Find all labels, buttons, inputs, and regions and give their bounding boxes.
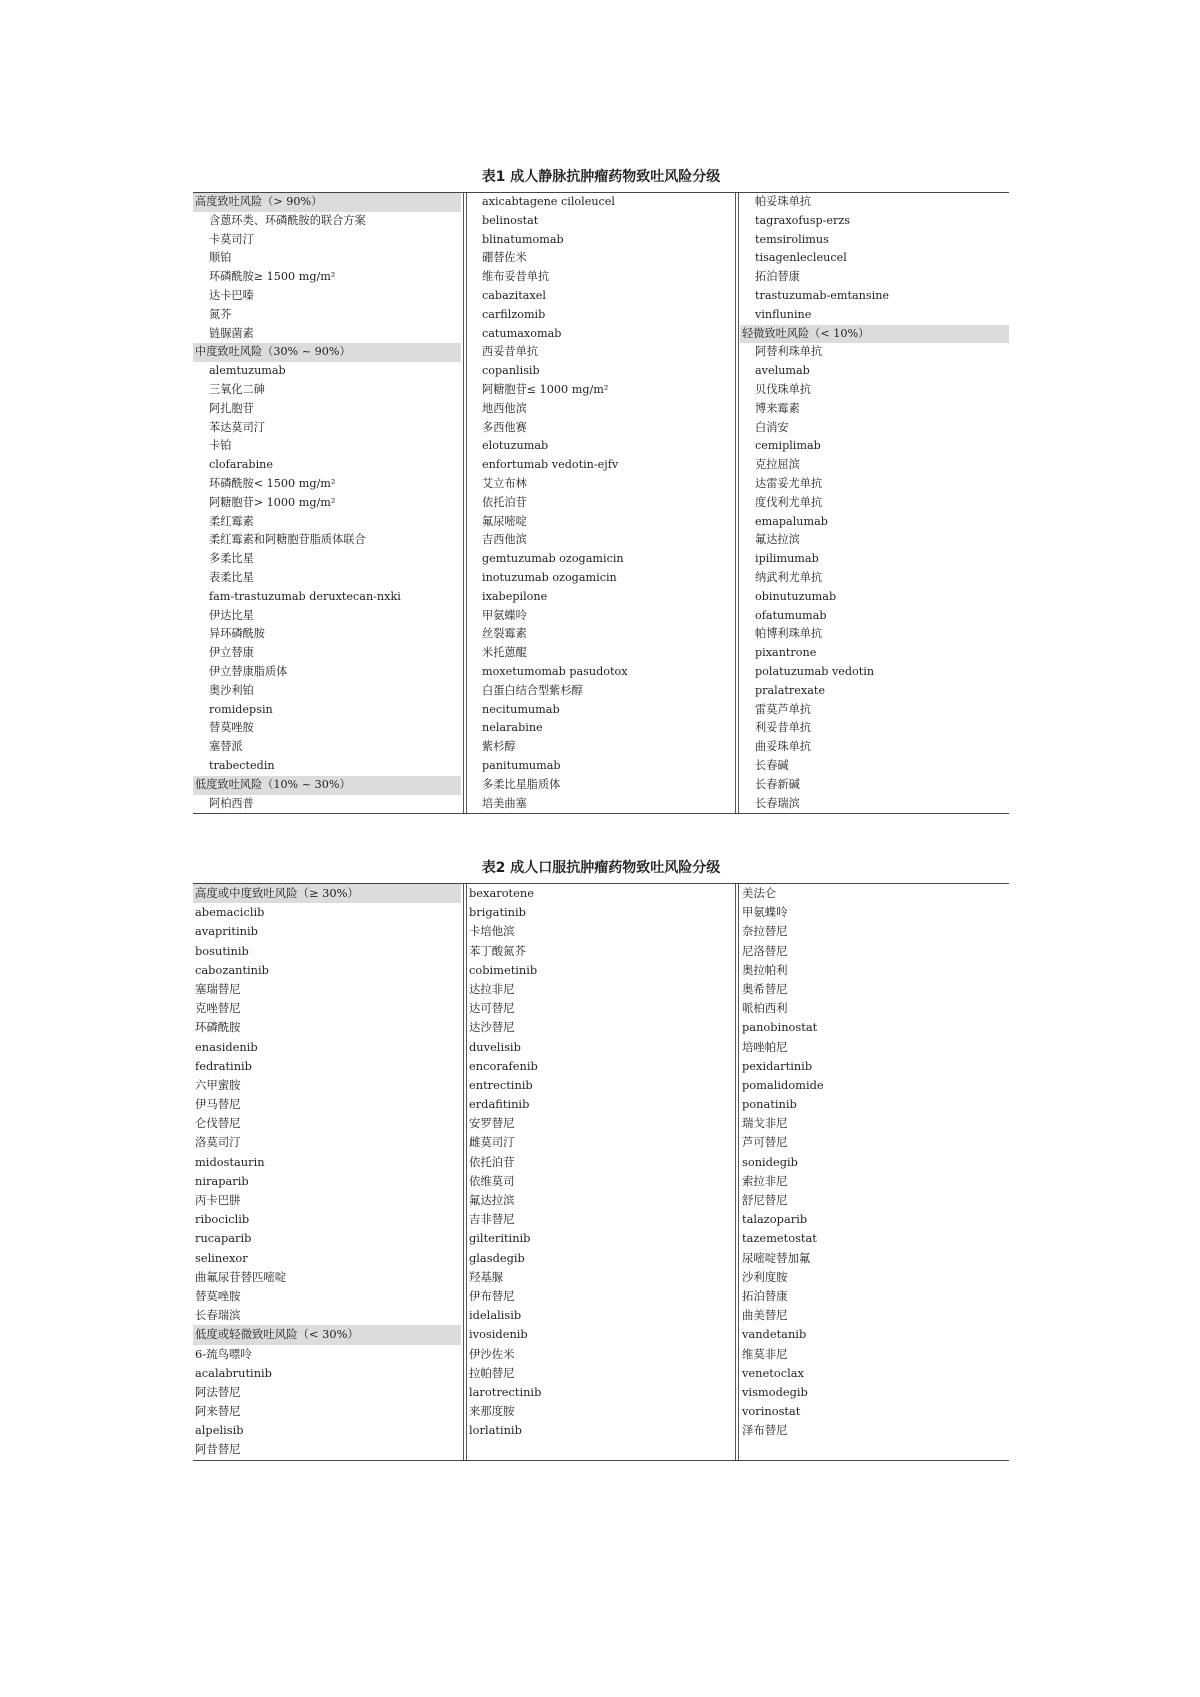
drug-entry: 伊沙佐米 — [469, 1346, 515, 1361]
table-1-column-1 — [193, 193, 464, 813]
drug-entry: 艾立布林 — [482, 476, 527, 490]
drug-entry: 贝伐珠单抗 — [755, 382, 811, 396]
drug-entry: fedratinib — [195, 1058, 252, 1073]
drug-entry: 纳武利尤单抗 — [755, 570, 823, 584]
category-header: 高度或中度致吐风险（≥ 30%） — [193, 884, 461, 903]
table-2-column-2 — [466, 884, 736, 1460]
drug-entry: 帕博利珠单抗 — [755, 627, 823, 641]
category-header: 中度致吐风险（30% ~ 90%） — [193, 343, 461, 362]
drug-entry: abemaciclib — [195, 905, 265, 920]
drug-entry: ivosidenib — [469, 1327, 528, 1342]
drug-entry: 塞替派 — [209, 740, 243, 754]
drug-entry: 柔红霉素 — [209, 514, 254, 528]
drug-entry: 达可替尼 — [469, 1001, 515, 1016]
table-1 — [193, 166, 1009, 814]
drug-entry: 沙利度胺 — [742, 1269, 788, 1284]
drug-entry: 伊布替尼 — [469, 1288, 515, 1303]
drug-entry: cemiplimab — [755, 439, 821, 453]
drug-entry: ponatinib — [742, 1097, 797, 1112]
drug-entry: 长春瑞滨 — [195, 1308, 241, 1323]
drug-entry: 卡莫司汀 — [209, 232, 254, 246]
drug-entry: inotuzumab ozogamicin — [482, 570, 617, 584]
table-2-caption: 表2 成人口服抗肿瘤药物致吐风险分级 — [481, 860, 721, 876]
drug-entry: 吉非替尼 — [469, 1212, 515, 1227]
drug-entry: bexarotene — [469, 886, 534, 900]
drug-entry: 六甲蜜胺 — [195, 1077, 241, 1092]
drug-entry: selinexor — [195, 1250, 248, 1265]
drug-entry: duvelisib — [469, 1039, 521, 1054]
drug-entry: vorinostat — [742, 1404, 801, 1419]
drug-entry: 阿昔替尼 — [195, 1442, 241, 1457]
drug-entry: erdafitinib — [469, 1097, 530, 1112]
drug-entry: 达拉非尼 — [469, 981, 515, 996]
drug-entry: 舒尼替尼 — [742, 1193, 788, 1207]
drug-entry: 阿法替尼 — [195, 1384, 241, 1399]
drug-entry: 泽布替尼 — [742, 1423, 788, 1438]
drug-entry: bosutinib — [195, 943, 249, 958]
drug-entry: encorafenib — [469, 1058, 538, 1073]
drug-entry: 伊马替尼 — [195, 1097, 241, 1112]
drug-entry: alemtuzumab — [209, 364, 286, 378]
drug-entry: vinflunine — [755, 307, 812, 321]
drug-entry: 雌莫司汀 — [469, 1135, 515, 1150]
drug-entry: 达卡巴嗪 — [209, 288, 254, 302]
drug-entry: 阿柏西普 — [209, 796, 254, 810]
drug-entry: avelumab — [755, 364, 810, 378]
table-1-column-2 — [466, 193, 736, 813]
drug-entry: panobinostat — [742, 1020, 818, 1035]
drug-entry: 克拉屈滨 — [755, 458, 800, 472]
drug-entry: enfortumab vedotin-ejfv — [482, 458, 619, 472]
drug-entry: 拓泊替康 — [755, 270, 800, 284]
drug-entry: 地西他滨 — [482, 401, 527, 415]
drug-entry: necitumumab — [482, 702, 560, 716]
drug-entry: tagraxofusp-erzs — [755, 213, 851, 227]
drug-entry: 伊立替康 — [209, 646, 254, 660]
drug-entry: 索拉非尼 — [742, 1173, 788, 1188]
drug-entry: 白消安 — [755, 420, 789, 434]
drug-entry: 曲氟尿苷替匹嘧啶 — [195, 1269, 287, 1284]
drug-entry: 依托泊苷 — [469, 1154, 515, 1169]
drug-entry: clofarabine — [209, 458, 273, 472]
drug-entry: sonidegib — [742, 1154, 798, 1169]
drug-entry: 丝裂霉素 — [482, 627, 527, 641]
drug-entry: 奥希替尼 — [742, 981, 788, 996]
drug-entry: 紫杉醇 — [482, 740, 516, 754]
drug-entry: 瑞戈非尼 — [742, 1116, 788, 1131]
drug-entry: 长春新碱 — [755, 777, 800, 791]
drug-entry: 奥拉帕利 — [742, 962, 788, 977]
drug-entry: vandetanib — [742, 1327, 807, 1342]
drug-entry: ipilimumab — [755, 552, 819, 566]
drug-entry: 米托蒽醌 — [482, 646, 527, 660]
table-2-body — [193, 883, 1009, 1461]
drug-entry: tazemetostat — [742, 1231, 817, 1246]
drug-entry: 达沙替尼 — [469, 1020, 515, 1035]
drug-entry: 美法仑 — [742, 886, 777, 900]
drug-entry: 6-巯鸟嘌呤 — [195, 1346, 252, 1361]
drug-entry: emapalumab — [755, 514, 828, 528]
drug-entry: 尼洛替尼 — [742, 943, 788, 958]
drug-entry: 拓泊替康 — [742, 1288, 788, 1303]
drug-entry: temsirolimus — [755, 232, 829, 246]
table-2-column-1 — [193, 884, 464, 1460]
drug-entry: 多柔比星 — [209, 552, 254, 566]
drug-entry: 长春瑞滨 — [755, 796, 800, 810]
drug-entry: 来那度胺 — [469, 1404, 515, 1419]
drug-entry: glasdegib — [469, 1250, 525, 1265]
category-header: 低度致吐风险（10% ~ 30%） — [193, 776, 461, 795]
drug-entry: rucaparib — [195, 1231, 252, 1246]
drug-entry: 奈拉替尼 — [742, 924, 788, 939]
drug-entry: 西妥昔单抗 — [482, 345, 538, 359]
drug-entry: 甲氨蝶呤 — [742, 905, 788, 920]
drug-entry: ribociclib — [195, 1212, 250, 1227]
drug-entry: 羟基脲 — [469, 1269, 504, 1284]
drug-entry: romidepsin — [209, 702, 273, 716]
drug-entry: enasidenib — [195, 1039, 258, 1054]
drug-entry: blinatumomab — [482, 232, 564, 246]
drug-entry: 洛莫司汀 — [195, 1135, 241, 1150]
drug-entry: nelarabine — [482, 721, 543, 735]
drug-entry: catumaxomab — [482, 326, 562, 340]
drug-entry: pralatrexate — [755, 683, 825, 697]
drug-entry: 阿来替尼 — [195, 1404, 241, 1419]
drug-entry: pexidartinib — [742, 1058, 813, 1073]
table-1-caption: 表1 成人静脉抗肿瘤药物致吐风险分级 — [481, 169, 721, 185]
drug-entry: ofatumumab — [755, 608, 827, 622]
drug-entry: 雷莫芦单抗 — [755, 702, 811, 716]
drug-entry: cobimetinib — [469, 962, 538, 977]
drug-entry: vismodegib — [742, 1384, 808, 1399]
drug-entry: 硼替佐米 — [482, 251, 527, 265]
drug-entry: axicabtagene ciloleucel — [482, 195, 616, 208]
drug-entry: lorlatinib — [469, 1423, 522, 1438]
drug-entry: 博来霉素 — [755, 401, 800, 415]
drug-entry: 培唑帕尼 — [742, 1039, 788, 1054]
drug-entry: 顺铂 — [209, 251, 232, 265]
drug-entry: 氟达拉滨 — [755, 533, 800, 547]
drug-entry: 依托泊苷 — [482, 495, 527, 509]
drug-entry: 白蛋白结合型紫杉醇 — [482, 683, 583, 697]
drug-entry: avapritinib — [195, 924, 258, 939]
drug-entry: 奥沙利铂 — [209, 683, 254, 697]
drug-entry: moxetumomab pasudotox — [482, 664, 628, 678]
category-header: 低度或轻微致吐风险（< 30%） — [193, 1325, 461, 1344]
drug-entry: 氟达拉滨 — [469, 1193, 515, 1207]
drug-entry: 拉帕替尼 — [469, 1365, 515, 1380]
drug-entry: 替莫唑胺 — [195, 1288, 241, 1303]
drug-entry: gemtuzumab ozogamicin — [482, 552, 624, 566]
drug-entry: gilteritinib — [469, 1231, 531, 1246]
drug-entry: 多西他赛 — [482, 420, 527, 434]
table-1-column-3 — [738, 193, 1009, 813]
drug-entry: 环磷酰胺< 1500 mg/m² — [209, 476, 336, 490]
drug-entry: 三氧化二砷 — [209, 382, 265, 396]
drug-entry: 仑伐替尼 — [195, 1116, 241, 1131]
drug-entry: 安罗替尼 — [469, 1116, 515, 1131]
drug-entry: panitumumab — [482, 758, 561, 772]
drug-entry: cabazitaxel — [482, 288, 546, 302]
drug-entry: 氮芥 — [209, 307, 232, 321]
drug-entry: talazoparib — [742, 1212, 808, 1227]
drug-entry: 达雷妥尤单抗 — [755, 476, 823, 490]
table-2 — [193, 857, 1009, 1461]
drug-entry: fam-trastuzumab deruxtecan-nxki — [209, 589, 401, 603]
drug-entry: 多柔比星脂质体 — [482, 777, 561, 791]
drug-entry: 维布妥昔单抗 — [482, 270, 550, 284]
drug-entry: 培美曲塞 — [482, 796, 527, 810]
drug-entry: 环磷酰胺≥ 1500 mg/m² — [209, 270, 336, 284]
drug-entry: acalabrutinib — [195, 1365, 272, 1380]
drug-entry: idelalisib — [469, 1308, 522, 1323]
drug-entry: 维莫非尼 — [742, 1346, 788, 1361]
drug-entry: 丙卡巴肼 — [195, 1193, 241, 1207]
category-header: 高度致吐风险（> 90%） — [193, 193, 461, 212]
drug-entry: niraparib — [195, 1173, 249, 1188]
drug-entry: polatuzumab vedotin — [755, 664, 875, 678]
drug-entry: pomalidomide — [742, 1077, 824, 1092]
drug-entry: 依维莫司 — [469, 1173, 515, 1188]
drug-entry: elotuzumab — [482, 439, 549, 453]
drug-entry: 哌柏西利 — [742, 1001, 788, 1016]
drug-entry: trastuzumab-emtansine — [755, 288, 890, 302]
drug-entry: 利妥昔单抗 — [755, 721, 811, 735]
drug-entry: trabectedin — [209, 758, 275, 772]
drug-entry: 伊达比星 — [209, 608, 254, 622]
drug-entry: ixabepilone — [482, 589, 548, 603]
drug-entry: larotrectinib — [469, 1384, 542, 1399]
drug-entry: 环磷酰胺 — [195, 1020, 241, 1035]
drug-entry: carfilzomib — [482, 307, 546, 321]
drug-entry: 异环磷酰胺 — [209, 627, 265, 641]
drug-entry: 帕妥珠单抗 — [755, 195, 811, 208]
drug-entry: 卡培他滨 — [469, 924, 515, 939]
category-header: 轻微致吐风险（< 10%） — [740, 325, 1009, 344]
drug-entry: 阿替利珠单抗 — [755, 345, 823, 359]
drug-entry: 替莫唑胺 — [209, 721, 254, 735]
drug-entry: entrectinib — [469, 1077, 533, 1092]
drug-entry: brigatinib — [469, 905, 526, 920]
drug-entry: 柔红霉素和阿糖胞苷脂质体联合 — [209, 533, 366, 547]
drug-entry: 克唑替尼 — [195, 1001, 241, 1016]
drug-entry: alpelisib — [195, 1423, 244, 1438]
drug-entry: 长春碱 — [755, 758, 789, 772]
drug-entry: 阿糖胞苷> 1000 mg/m² — [209, 495, 336, 509]
drug-entry: cabozantinib — [195, 962, 269, 977]
drug-entry: 吉西他滨 — [482, 533, 527, 547]
table-1-body — [193, 192, 1009, 814]
drug-entry: pixantrone — [755, 646, 817, 660]
drug-entry: 塞瑞替尼 — [195, 981, 241, 996]
drug-entry: 芦可替尼 — [742, 1135, 788, 1150]
drug-entry: 曲美替尼 — [742, 1308, 788, 1323]
table-2-column-3 — [738, 884, 1009, 1460]
drug-entry: 卡铂 — [209, 439, 232, 453]
drug-entry: 曲妥珠单抗 — [755, 740, 811, 754]
drug-entry: 氟尿嘧啶 — [482, 514, 527, 528]
drug-entry: 尿嘧啶替加氟 — [742, 1250, 811, 1265]
drug-entry: 苯丁酸氮芥 — [469, 943, 526, 958]
drug-entry: belinostat — [482, 213, 539, 227]
drug-entry: 表柔比星 — [209, 570, 254, 584]
drug-entry: obinutuzumab — [755, 589, 837, 603]
drug-entry: venetoclax — [742, 1365, 804, 1380]
drug-entry: tisagenlecleucel — [755, 251, 847, 265]
drug-entry: 甲氨蝶呤 — [482, 608, 527, 622]
drug-entry: midostaurin — [195, 1154, 265, 1169]
drug-entry: 含蒽环类、环磷酰胺的联合方案 — [209, 213, 366, 227]
drug-entry: copanlisib — [482, 364, 540, 378]
drug-entry: 伊立替康脂质体 — [209, 664, 288, 678]
drug-entry: 阿扎胞苷 — [209, 401, 254, 415]
drug-entry: 链脲菌素 — [209, 326, 254, 340]
drug-entry: 度伐利尤单抗 — [755, 495, 823, 509]
drug-entry: 阿糖胞苷≤ 1000 mg/m² — [482, 382, 609, 396]
drug-entry: 苯达莫司汀 — [209, 420, 265, 434]
